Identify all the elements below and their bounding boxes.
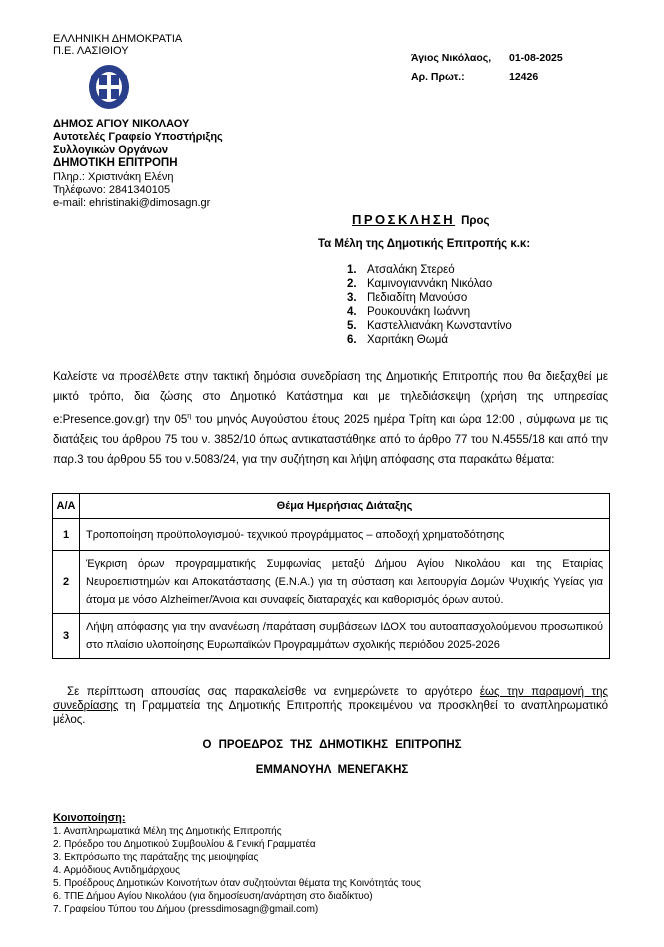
title-word: ΠΡΟΣΚΛΗΣΗ [352,212,456,227]
invitation-body [53,367,608,470]
document-date: 01-08-2025 [509,52,563,64]
member-name: Πεδιαδίτη Μανούσο [367,292,468,304]
list-item: 2. Πρόεδρο του Δημοτικού Συμβουλίου & Γενική Γραμματέα [53,839,316,850]
notification-list [53,825,421,916]
row-number: 2 [53,551,80,614]
list-item: 7. Γραφείου Τύπου του Δήμου (pressdimosagn@gmail.com) [53,904,319,915]
protocol-label: Αρ. Πρωτ.: [411,71,465,83]
member-name: Ρουκουνάκη Ιωάννη [367,306,471,318]
greek-emblem-icon [87,63,131,111]
list-item [347,333,512,347]
ordinal-suffix: η [187,413,192,420]
item-number: 2. [347,278,357,290]
item-number: 3. [347,292,357,304]
office-name-cont: Συλλογικών Οργάνων [53,144,169,156]
table-header-row [53,494,610,519]
members-list [347,263,512,347]
invitation-title [352,212,490,227]
item-number: 6. [347,334,357,346]
list-item [347,263,512,277]
contact-person: Πληρ.: Χριστινάκη Ελένη [53,171,174,183]
list-item: 6. ΤΠΕ Δήμου Αγίου Νικολάου (για δημοσίευση/ανάρτηση στο διαδίκτυο) [53,891,373,902]
list-item [347,305,512,319]
region-line: Π.Ε. ΛΑΣΙΘΙΟΥ [53,45,129,57]
row-topic: Έγκριση όρων προγραμματικής Συμφωνίας μεταξύ Δήμου Αγίου Νικολάου και της Εταιρίας Νευροεπιστημών και Αποκατάστασης (Ε.Ν.Α.) για τη σύσταση και λειτουργία Δομών Ψυχικής Υγείας για άτομα με νόσο Alzheimer/Άνοια και συναφείς διαταραχές και καθορισμός όρων αυτού. [80,551,610,614]
committee-name: ΔΗΜΟΤΙΚΗ ΕΠΙΤΡΟΠΗ [53,157,178,169]
absence-text-pre: Σε περίπτωση απουσίας σας παρακαλείσθε να ενημερώνετε το αργότερο [67,686,480,698]
row-topic: Τροποποίηση προϋπολογισμού- τεχνικού προγράμματος – αποδοχή χρηματοδότησης [80,519,610,551]
place-label: Άγιος Νικόλαος, [411,52,492,64]
notification-title: Κοινοποίηση: [53,812,126,824]
table-row [53,614,610,659]
row-number: 1 [53,519,80,551]
municipality-name: ΔΗΜΟΣ ΑΓΙΟΥ ΝΙΚΟΛΑΟΥ [53,118,190,130]
item-number: 5. [347,320,357,332]
title-to-word: Προς [461,215,490,227]
column-header-number: Α/Α [53,494,80,519]
agenda-table [52,493,610,659]
signatory-name: ΕΜΜΑΝΟΥΗΛ ΜΕΝΕΓΑΚΗΣ [255,764,409,776]
row-topic: Λήψη απόφασης για την ανανέωση /παράταση συμβάσεων ΙΔΟΧ του αυτοαπασχολούμενου προσωπικού στο πλαίσιο υλοποίησης Ευρωπαϊκών Προγραμμάτων σχολικής περιόδου 2025-2026 [80,614,610,659]
absence-deadline: έως την παραμονή της συνεδρίασης [53,686,609,712]
list-item: 1. Αναπληρωματικά Μέλη της Δημοτικής Επιτροπής [53,826,282,837]
column-header-topic: Θέμα Ημερήσιας Διάταξης [80,494,610,519]
item-number: 4. [347,306,357,318]
country-line: ΕΛΛΗΝΙΚΗ ΔΗΜΟΚΡΑΤΙΑ [53,33,183,45]
body-text-part1: Καλείστε να προσέλθετε στην τακτική δημόσια συνεδρίαση της Δημοτικής Επιτροπής που θα διεξαχθεί με μικτό τρόπο, δια ζώσης στο Δημοτικό Κατάστημα και με τηλεδιάσκεψη (χρήση της υπηρεσίας e:Presence.gov.gr) την 05 [53,371,608,426]
contact-phone: Τηλέφωνο: 2841340105 [53,184,171,196]
table-row [53,519,610,551]
row-number: 3 [53,614,80,659]
signatory-role: Ο ΠΡΟΕΔΡΟΣ ΤΗΣ ΔΗΜΟΤΙΚΗΣ ΕΠΙΤΡΟΠΗΣ [202,739,462,751]
list-item: 3. Εκπρόσωπο της παράταξης της μειοψηφίας [53,852,259,863]
member-name: Καστελλιανάκη Κωνσταντίνο [367,320,512,332]
absence-text-post: τη Γραμματεία της Δημοτικής Επιτροπής προκειμένου να προσκληθεί το αναπληρωματικό μέλος. [53,700,608,726]
list-item [347,319,512,333]
item-number: 1. [347,264,357,276]
absence-note [53,685,608,727]
list-item: 5. Προέδρους Δημοτικών Κοινοτήτων όταν συζητούνται θέματα της Κοινότητάς τους [53,878,421,889]
list-item [347,277,512,291]
member-name: Καμινογιαννάκη Νικόλαο [367,278,493,290]
office-name: Αυτοτελές Γραφείο Υποστήριξης [53,131,223,143]
recipients-line: Τα Μέλη της Δημοτικής Επιτροπής κ.κ: [318,238,531,250]
member-name: Χαριτάκη Θωμά [367,334,448,346]
contact-email: e-mail: ehristinaki@dimosagn.gr [53,197,211,209]
protocol-number: 12426 [509,71,539,83]
table-row [53,551,610,614]
body-text-part2: του μηνός Αυγούστου έτους 2025 ημέρα Τρίτη και ώρα 12:00 , σύμφωνα με τις διατάξεις του άρθρου 75 του ν. 3852/10 όπως αντικαταστάθηκε από το άρθρο 77 του Ν.4555/18 και από την παρ.3 του άρθρου 55 του ν.5083/24, για την συζήτηση και λήψη απόφασης στα παρακάτω θέματα: [53,413,608,466]
list-item: 4. Αρμόδιους Αντιδημάρχους [53,865,180,876]
member-name: Ατσαλάκη Στερεό [367,264,455,276]
list-item [347,291,512,305]
